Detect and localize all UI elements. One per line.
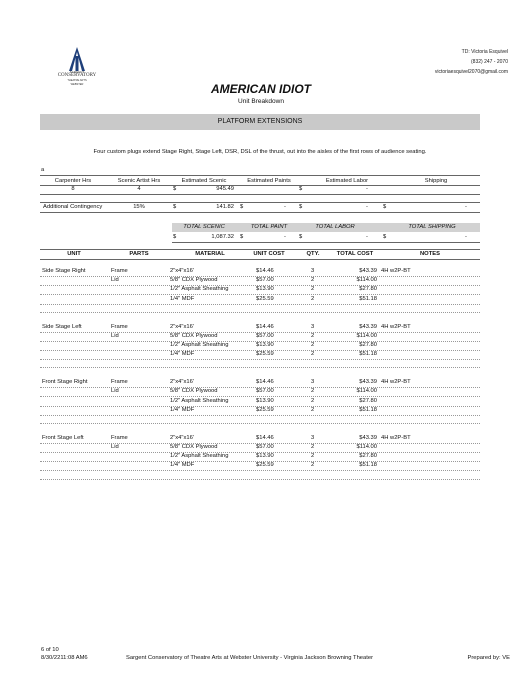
cell-part: Frame [111,323,128,330]
contingency-labor-dash: - [366,204,368,210]
row-divider [40,359,480,360]
cell-unit-cost: $13.90 [256,453,274,460]
cell-qty: 2 [311,277,315,284]
cell-unit-cost: $25.59 [256,406,274,413]
contingency-paint-currency: $ [240,204,244,210]
cell-qty: 2 [311,388,315,395]
cell-unit-cost: $13.90 [256,397,274,404]
col-total-cost: TOTAL COST [336,251,374,257]
group-spacer-divider [40,423,480,424]
header-scenic-artist-hrs: Scenic Artist Hrs [117,178,161,184]
cell-material: 1/4" MDF [170,462,195,469]
cell-qty: 2 [311,462,315,469]
cell-notes: 4H w2P-BT [381,434,411,441]
logo-emblem-icon [54,46,100,72]
contact-block [308,47,508,77]
col-unit-cost: UNIT COST [253,251,285,257]
value-scenic-currency: $ [173,186,177,192]
total-shipping-header: TOTAL SHIPPING [408,224,456,230]
cell-unit-cost: $25.59 [256,295,274,302]
cell-total-cost: $114.00 [356,332,377,339]
value-estimated-scenic: 945.49 [216,186,234,192]
cell-material: 2"x4"x16' [170,434,194,441]
document-title: AMERICAN IDIOT [211,82,311,96]
footer-venue: Sargent Conservatory of Theatre Arts at Webster University - Virginia Jackson Browning Theater [126,655,374,661]
total-paint-dash: - [284,234,286,240]
contingency-label: Additional Contingency [43,204,103,210]
cell-qty: 2 [311,453,315,460]
col-qty: QTY. [306,251,320,257]
logo-line3: THEATRE ARTS [67,79,87,82]
cell-material: 2"x4"x16' [170,323,194,330]
logo-line2: CONSERVATORY [57,73,97,78]
cell-total-cost: $114.00 [356,444,377,450]
logo-line4: WEBSTER [70,83,84,86]
cell-unit-cost: $57.00 [256,388,274,395]
total-scenic-value: 1,087.32 [211,234,234,240]
cell-total-cost: $51.18 [359,406,377,413]
cell-material: 1/4" MDF [170,406,195,413]
unit-description: Four custom plugs extend Stage Right, Stage Left, DSR, DSL of the thrust, out into the aisles of the first rows of audience seating. [93,149,427,155]
print-datetime: 8/30/2211:08 AM6 [41,655,88,661]
cell-unit: Side Stage Left [42,323,82,330]
contingency-top-rule [40,202,480,203]
col-material: MATERIAL [195,251,225,257]
cell-part: Lid [111,444,119,450]
estimate-row-rule [40,194,480,195]
cell-unit: Front Stage Right [42,379,88,386]
estimate-top-rule [40,175,480,176]
contact-phone: (832) 247 - 2070 [471,59,508,65]
total-scenic-header: TOTAL SCENIC [183,224,225,230]
cell-unit-cost: $57.00 [256,332,274,339]
total-labor-header: TOTAL LABOR [315,224,355,230]
cell-unit-cost: $13.90 [256,286,274,293]
logo-line1: SARGENT [69,70,85,74]
contingency-ship-dash: - [465,204,467,210]
table-top-rule [40,249,480,250]
cell-material: 5/8" CDX Plywood [170,332,218,339]
cell-total-cost: $27.80 [359,397,377,404]
header-shipping: Shipping [424,178,448,184]
cell-total-cost: $27.80 [359,286,377,293]
contingency-labor-currency: $ [299,204,303,210]
estimate-header-rule [40,185,480,186]
total-labor-dash: - [366,234,368,240]
total-labor-currency: $ [299,234,303,240]
cell-part: Lid [111,332,119,339]
estimate-marker: a [41,167,45,173]
cell-qty: 2 [311,342,315,348]
cell-material: 2"x4"x16' [170,379,194,386]
cell-material: 1/2" Asphalt Sheathing [170,453,229,460]
cell-qty: 2 [311,286,315,293]
cell-qty: 2 [311,406,315,413]
col-parts: PARTS [129,251,149,257]
cell-unit: Front Stage Left [42,434,84,441]
cell-unit-cost: $57.00 [256,277,274,284]
cell-part: Lid [111,277,119,284]
cell-total-cost: $43.39 [359,379,377,386]
col-unit: UNIT [67,251,81,257]
cell-material: 5/8" CDX Plywood [170,444,218,450]
cell-total-cost: $114.00 [356,388,377,395]
cell-total-cost: $43.39 [359,434,377,441]
cell-unit-cost: $57.00 [256,444,274,450]
group-spacer-divider [40,367,480,368]
cell-unit-cost: $25.59 [256,462,274,469]
group-spacer-divider [40,312,480,313]
cell-material: 1/2" Asphalt Sheathing [170,397,229,404]
cell-qty: 3 [311,323,315,330]
totals-bottom-rule [172,242,480,243]
total-scenic-currency: $ [173,234,177,240]
cell-part: Frame [111,379,128,386]
cell-total-cost: $43.39 [359,268,377,274]
cell-qty: 2 [311,351,315,358]
value-labor-dash: - [366,186,368,192]
cell-total-cost: $51.18 [359,351,377,358]
cell-total-cost: $51.18 [359,462,377,469]
contingency-paint-dash: - [284,204,286,210]
header-carpenter-hrs: Carpenter Hrs [54,178,92,184]
total-paint-header: TOTAL PAINT [250,224,288,230]
cell-total-cost: $43.39 [359,323,377,330]
contingency-scenic-currency: $ [173,204,177,210]
cell-unit: Side Stage Right [42,268,86,274]
cell-notes: 4H w2P-BT [381,379,411,386]
col-notes: NOTES [420,251,440,257]
cell-qty: 2 [311,444,315,450]
cell-unit-cost: $14.46 [256,379,274,386]
cell-unit-cost: $14.46 [256,434,274,441]
contact-to: TD: Victoria Esquivel [461,49,508,55]
cell-material: 1/4" MDF [170,351,195,358]
cell-qty: 3 [311,434,315,441]
cell-qty: 3 [311,268,315,274]
cell-unit-cost: $25.59 [256,351,274,358]
cell-material: 1/4" MDF [170,295,195,302]
cell-qty: 2 [311,397,315,404]
value-paints-currency: $ [299,186,303,192]
table-header-rule [40,259,480,260]
header-estimated-labor: Estimated Labor [325,178,369,184]
prepared-by: Prepared by: VE [467,655,510,661]
total-shipping-dash: - [465,234,467,240]
document-subtitle: Unit Breakdown [238,98,284,105]
page-number: 6 of 10 [41,647,59,653]
cell-part: Lid [111,388,119,395]
cell-qty: 2 [311,332,315,339]
contingency-scenic-value: 141.82 [216,204,234,210]
cell-material: 5/8" CDX Plywood [170,277,218,284]
total-paint-currency: $ [240,234,244,240]
group-spacer-divider [40,479,480,480]
value-scenic-artist-hrs: 4 [137,186,141,192]
cell-part: Frame [111,434,128,441]
cell-total-cost: $27.80 [359,342,377,348]
cell-material: 2"x4"x16' [170,268,194,274]
cell-material: 1/2" Asphalt Sheathing [170,286,229,293]
cell-total-cost: $114.00 [356,277,377,284]
cell-unit-cost: $14.46 [256,268,274,274]
contingency-bottom-rule [40,212,480,213]
contingency-ship-currency: $ [383,204,387,210]
cell-part: Frame [111,268,128,274]
cell-total-cost: $51.18 [359,295,377,302]
contingency-percent: 15% [133,204,145,210]
row-divider [40,415,480,416]
section-title-bar: PLATFORM EXTENSIONS [40,114,480,130]
cell-qty: 3 [311,379,315,386]
total-shipping-currency: $ [383,234,387,240]
cell-qty: 2 [311,295,315,302]
contact-email: victoriaesquivel2070@gmail.com [434,69,508,75]
header-estimated-scenic: Estimated Scenic [181,178,227,184]
cell-material: 1/2" Asphalt Sheathing [170,342,229,348]
header-estimated-paints: Estimated Paints [247,178,291,184]
cell-material: 5/8" CDX Plywood [170,388,218,395]
cell-notes: 4H w2P-BT [381,268,411,274]
value-carpenter-hrs: 8 [71,186,75,192]
cell-unit-cost: $14.46 [256,323,274,330]
row-divider [40,304,480,305]
cell-total-cost: $27.80 [359,453,377,460]
row-divider [40,470,480,471]
cell-notes: 4H w2P-BT [381,323,411,330]
cell-unit-cost: $13.90 [256,342,274,348]
